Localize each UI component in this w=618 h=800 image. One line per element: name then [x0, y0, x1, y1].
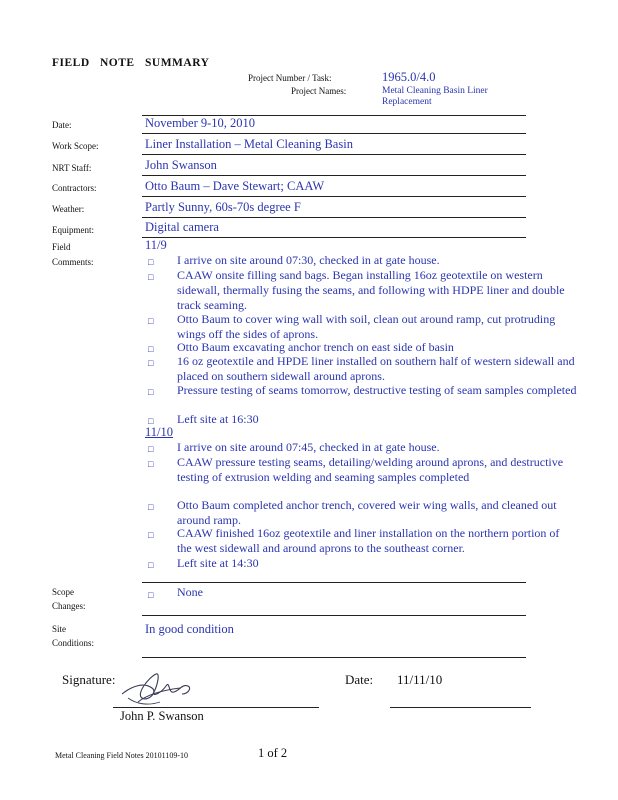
list-item: CAAW onsite filling sand bags. Began installing 16oz geotextile on western sidewall, thermally fusing the seams, and following with HDPE liner and double track seaming. [177, 268, 565, 312]
bullet-icon: □ [148, 387, 154, 397]
page-number: 1 of 2 [258, 746, 288, 760]
weather-value: Partly Sunny, 60s-70s degree F [145, 200, 301, 214]
bullet-icon: □ [148, 358, 154, 368]
list-item: Pressure testing of seams tomorrow, destructive testing of seam samples completed [177, 383, 577, 397]
scope-changes-label-2: Changes: [52, 601, 86, 611]
contractors-value: Otto Baum – Dave Stewart; CAAW [145, 179, 325, 193]
day1-heading: 11/9 [145, 238, 167, 252]
project-number-label: Project Number / Task: [248, 73, 332, 83]
bullet-icon: □ [148, 560, 154, 570]
list-item: Left site at 14:30 [177, 556, 259, 570]
bullet-icon: □ [148, 316, 154, 326]
date-value: November 9-10, 2010 [145, 116, 256, 130]
list-item: Otto Baum completed anchor trench, covered weir wing walls, and cleaned out around ramp. [177, 498, 557, 527]
scope-changes-rule [142, 615, 526, 616]
scope-changes-label-1: Scope [52, 587, 74, 597]
equipment-label: Equipment: [52, 225, 94, 235]
bullet-icon: □ [148, 272, 154, 282]
site-conditions-label-2: Conditions: [52, 638, 95, 648]
nrt-staff-label: NRT Staff: [52, 163, 92, 173]
date-top-rule [142, 115, 526, 116]
scope-changes-value: None [177, 585, 203, 599]
signature-date-rule [390, 707, 531, 708]
equipment-value: Digital camera [145, 220, 219, 234]
field-comments-label-1: Field [52, 242, 71, 252]
work-scope-label: Work Scope: [52, 141, 99, 151]
signature-name: John P. Swanson [120, 709, 204, 723]
bullet-icon: □ [148, 590, 154, 600]
bullet-icon: □ [148, 459, 154, 469]
list-item: Otto Baum to cover wing wall with soil, clean out around ramp, cut protruding wings off the sides of aprons. [177, 312, 556, 341]
site-conditions-value: In good condition [145, 622, 234, 636]
field-comments-label-2: Comments: [52, 257, 94, 267]
bullet-icon: □ [148, 530, 154, 540]
site-conditions-rule [142, 657, 526, 658]
title-field: FIELD [52, 57, 90, 69]
list-item: Left site at 16:30 [177, 412, 259, 426]
project-names-label: Project Names: [291, 86, 347, 96]
contractors-rule [142, 196, 526, 197]
title-summary: SUMMARY [145, 57, 210, 69]
title-note: NOTE [100, 57, 135, 69]
contractors-label: Contractors: [52, 183, 97, 193]
signature-date-value: 11/11/10 [397, 672, 443, 687]
weather-rule [142, 217, 526, 218]
nrt-staff-rule [142, 175, 526, 176]
equipment-rule [142, 237, 526, 238]
signature-date-label: Date: [345, 672, 374, 687]
bullet-icon: □ [148, 444, 154, 454]
work-scope-value: Liner Installation – Metal Cleaning Basin [145, 137, 353, 151]
bullet-icon: □ [148, 257, 154, 267]
date-label: Date: [52, 120, 72, 130]
list-item: CAAW finished 16oz geotextile and liner installation on the northern portion of the west sidewall and around aprons to the southeast corner. [177, 526, 560, 555]
list-item: CAAW pressure testing seams, detailing/welding around aprons, and destructive testing of extrusion welding and seaming samples completed [177, 455, 564, 484]
weather-label: Weather: [52, 204, 85, 214]
comments-rule [142, 582, 526, 583]
list-item: 16 oz geotextile and HPDE liner installed on southern half of western sidewall and placed on southern sidewall around aprons. [177, 354, 575, 383]
bullet-icon: □ [148, 502, 154, 512]
day2-heading: 11/10 [145, 425, 174, 439]
site-conditions-label-1: Site [52, 624, 67, 634]
date-rule [142, 133, 526, 134]
bullet-icon: □ [148, 416, 154, 426]
signature-label: Signature: [62, 672, 116, 687]
bullet-icon: □ [148, 344, 154, 354]
project-number-value: 1965.0/4.0 [382, 70, 436, 84]
list-item: I arrive on site around 07:45, checked in at gate house. [177, 440, 440, 454]
list-item: Otto Baum excavating anchor trench on east side of basin [177, 340, 454, 354]
nrt-staff-value: John Swanson [145, 158, 217, 172]
list-item: I arrive on site around 07:30, checked in at gate house. [177, 253, 440, 267]
work-scope-rule [142, 154, 526, 155]
footer-filename: Metal Cleaning Field Notes 20101109-10 [55, 751, 189, 760]
signature-scribble [118, 664, 198, 710]
signature-rule [113, 707, 319, 708]
project-names-value-2: Replacement [382, 97, 432, 107]
project-names-value-1: Metal Cleaning Basin Liner [382, 86, 488, 96]
